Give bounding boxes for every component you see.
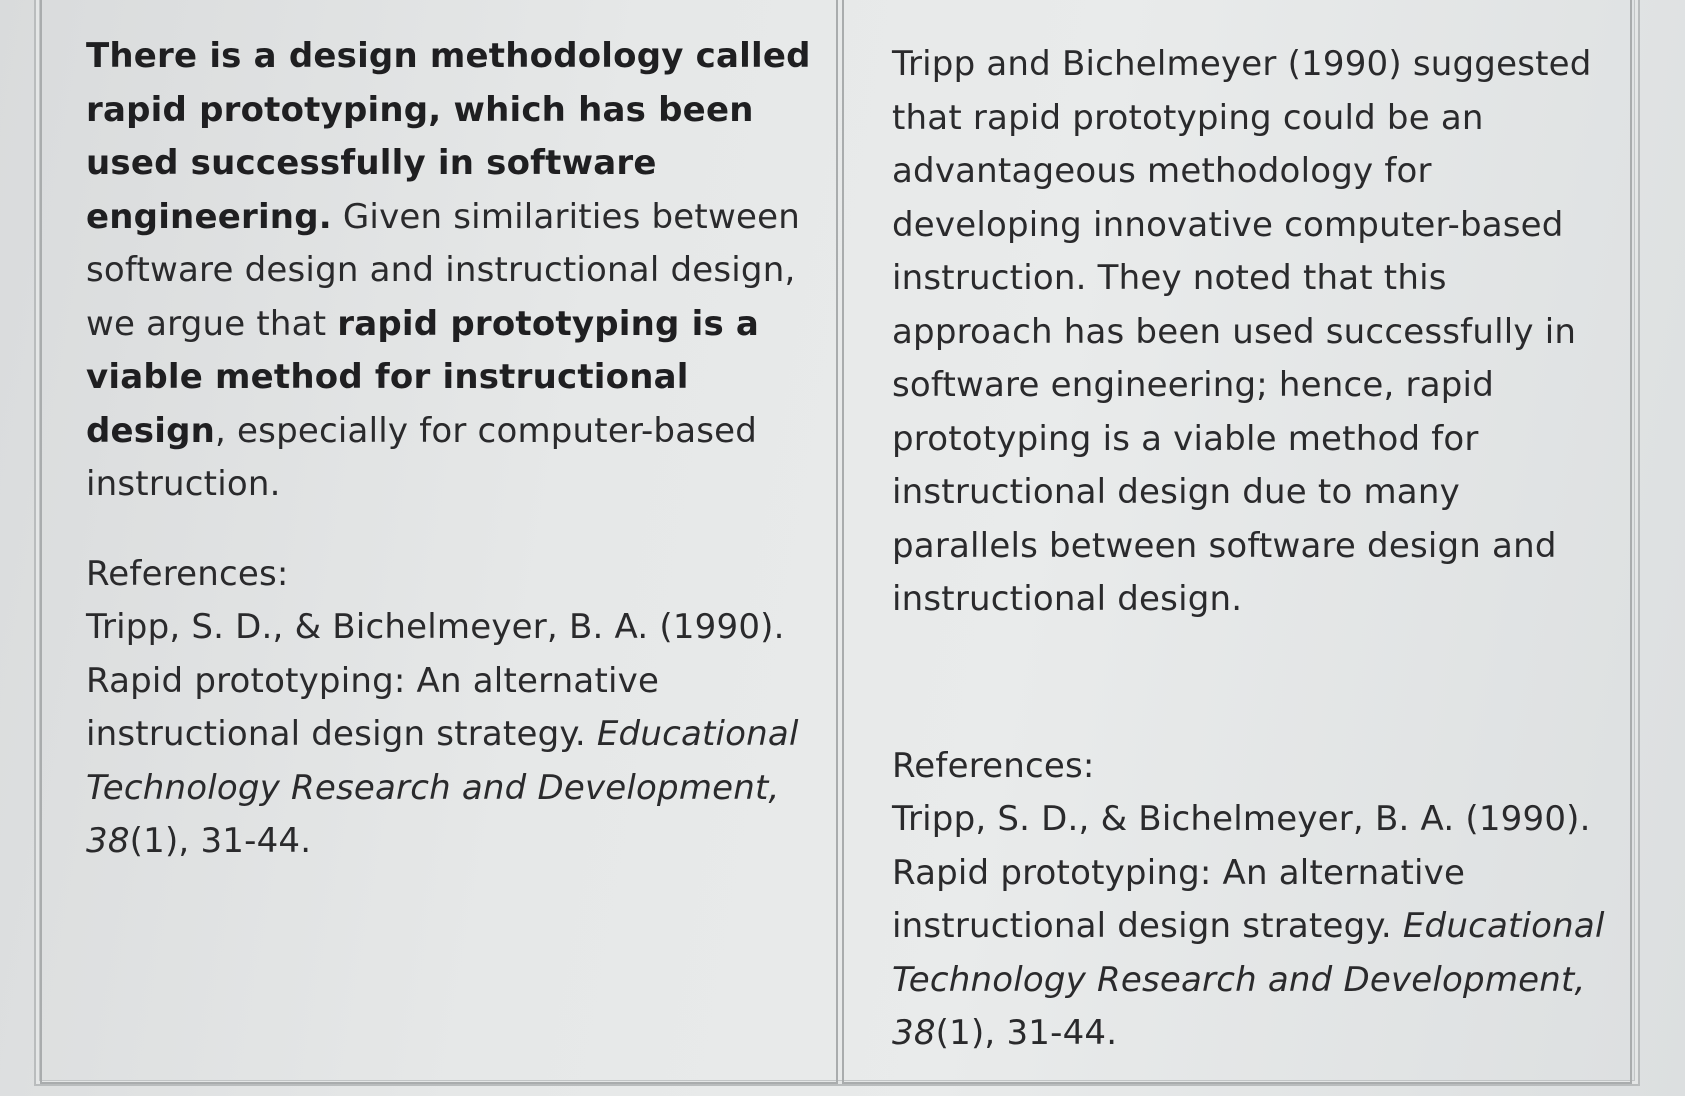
text-run: Educational: [596, 714, 799, 754]
text-line: [86, 244, 811, 298]
text-run: rapid prototyping is a: [337, 303, 760, 344]
text-run: instruction.: [86, 464, 281, 504]
text-run: , especially for computer-based: [215, 410, 758, 451]
text-line: [86, 405, 811, 459]
text-run: we argue that: [86, 303, 338, 344]
text-run: 38: [86, 821, 130, 861]
text-run: rapid prototyping, which has been: [86, 89, 754, 130]
text-run: Rapid prototyping: An alternative: [892, 852, 1466, 893]
text-run: instructional design strategy.: [86, 714, 597, 754]
text-line: [86, 708, 811, 762]
text-run: 38: [892, 1013, 936, 1053]
text-run: software design and instructional design,: [86, 250, 796, 290]
text-run: Rapid prototyping: An alternative: [86, 660, 660, 701]
text-line: developing innovative computer-based: [892, 204, 1564, 245]
text-line: parallels between software design and: [892, 525, 1557, 566]
text-line: [86, 137, 811, 191]
left-reference-citation: [86, 601, 811, 869]
text-run: instructional design strategy.: [892, 906, 1403, 946]
text-run: Given similarities between: [331, 196, 800, 237]
text-line: [892, 847, 1605, 901]
right-column: [892, 38, 1605, 1061]
text-line: instruction. They noted that this: [892, 258, 1447, 298]
text-line: [892, 954, 1605, 1008]
text-run: Tripp, S. D., & Bichelmeyer, B. A. (1990).: [86, 607, 785, 647]
text-line: instructional design.: [892, 579, 1243, 619]
text-line: [86, 84, 811, 138]
text-run: viable method for instructional: [86, 357, 689, 397]
right-reference-citation: [892, 793, 1605, 1061]
text-run: Technology Research and Development,: [892, 959, 1586, 1000]
spacer: [892, 627, 1605, 740]
text-line: software engineering; hence, rapid: [892, 365, 1494, 405]
text-line: prototyping is a viable method for: [892, 418, 1479, 459]
text-line: [86, 601, 811, 655]
text-line: [86, 191, 811, 245]
text-line: [892, 793, 1605, 847]
text-run: Educational: [1402, 906, 1605, 946]
text-line: [86, 351, 811, 405]
left-column: [86, 30, 811, 869]
text-line: [86, 762, 811, 816]
text-line: [86, 655, 811, 709]
text-line: [86, 815, 811, 869]
text-run: (1), 31-44.: [129, 821, 312, 861]
spacer: [86, 512, 811, 548]
left-main-paragraph: [86, 30, 811, 512]
text-run: Tripp, S. D., & Bichelmeyer, B. A. (1990).: [892, 799, 1591, 839]
text-line: [86, 30, 811, 84]
text-line: [86, 298, 811, 352]
text-run: used successfully in software: [86, 143, 657, 183]
text-run: design: [86, 410, 216, 451]
text-run: Technology Research and Development,: [86, 767, 780, 808]
text-line: that rapid prototyping could be an: [892, 97, 1484, 138]
references-label: References:: [86, 553, 289, 594]
right-main-paragraph: [892, 38, 1605, 627]
text-line: instructional design due to many: [892, 472, 1460, 512]
text-run: (1), 31-44.: [935, 1013, 1118, 1053]
text-line: [86, 458, 811, 512]
text-line: approach has been used successfully in: [892, 311, 1577, 352]
text-line: advantageous methodology for: [892, 151, 1432, 191]
text-line: [892, 900, 1605, 954]
text-line: Tripp and Bichelmeyer (1990) suggested: [892, 44, 1592, 84]
references-label: References:: [892, 745, 1095, 786]
text-line: [892, 1007, 1605, 1061]
text-run: engineering.: [86, 196, 332, 237]
text-run: There is a design methodology called: [86, 36, 811, 76]
